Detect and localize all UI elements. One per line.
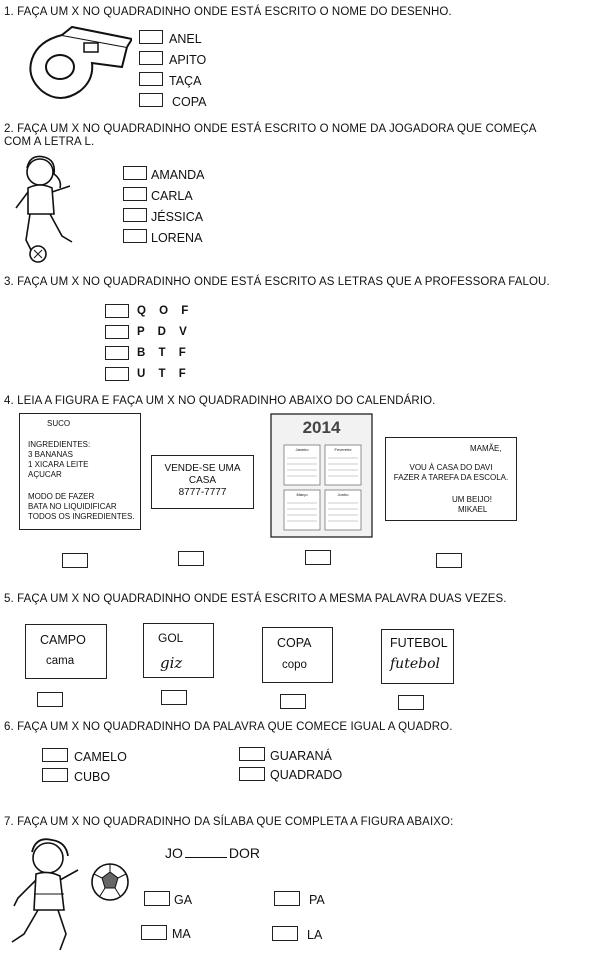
q7-word-start: JO xyxy=(165,845,183,861)
calendar-month: Fevereiro xyxy=(334,447,352,452)
note-card xyxy=(385,437,517,521)
q7-option-ma: MA xyxy=(172,927,191,941)
q7-word-end: DOR xyxy=(228,845,261,861)
q2-checkbox-jessica[interactable] xyxy=(123,208,147,222)
q3-checkbox-4[interactable] xyxy=(105,367,129,381)
q1-option-apito: APITO xyxy=(169,53,207,67)
q7-option-la: LA xyxy=(307,928,323,942)
note-line: MAMÃE, xyxy=(470,444,502,453)
note-line: UM BEIJO! xyxy=(452,495,493,504)
q3-option-3: B T F xyxy=(137,347,191,359)
recipe-title: SUCO xyxy=(47,419,71,428)
calendar-month: Junho xyxy=(337,492,349,497)
q4-checkbox-ad[interactable] xyxy=(178,551,204,566)
calendar-card xyxy=(270,413,373,538)
q5-checkbox-4[interactable] xyxy=(398,695,424,710)
question-5-prompt: 5. FAÇA UM X NO QUADRADINHO ONDE ESTÁ ESCRITO A MESMA PALAVRA DUAS VEZES. xyxy=(4,593,507,605)
q3-option-2: P D V xyxy=(137,326,192,338)
q1-checkbox-apito[interactable] xyxy=(139,51,163,65)
q6-option-cubo: CUBO xyxy=(74,770,111,784)
word-card-bottom: futebol xyxy=(390,656,440,672)
word-card-top: CAMPO xyxy=(40,633,86,647)
q2-checkbox-lorena[interactable] xyxy=(123,229,147,243)
word-card-top: GOL xyxy=(158,631,184,645)
question-7-prompt: 7. FAÇA UM X NO QUADRADINHO DA SÍLABA QUE COMPLETA A FIGURA ABAIXO: xyxy=(4,816,454,828)
question-3-prompt: 3. FAÇA UM X NO QUADRADINHO ONDE ESTÁ ESCRITO AS LETRAS QUE A PROFESSORA FALOU. xyxy=(4,276,550,288)
q2-option-lorena: LORENA xyxy=(151,231,203,245)
question-1-prompt: 1. FAÇA UM X NO QUADRADINHO ONDE ESTÁ ESCRITO O NOME DO DESENHO. xyxy=(4,6,452,18)
q7-checkbox-ma[interactable] xyxy=(141,925,167,940)
word-card-bottom: cama xyxy=(46,655,75,667)
q3-checkbox-1[interactable] xyxy=(105,304,129,318)
calendar-month: Março xyxy=(296,492,308,497)
q3-checkbox-3[interactable] xyxy=(105,346,129,360)
q1-checkbox-copa[interactable] xyxy=(139,93,163,107)
q5-checkbox-3[interactable] xyxy=(280,694,306,709)
q7-word-blank xyxy=(185,857,227,858)
q7-option-pa: PA xyxy=(309,893,325,907)
q7-option-ga: GA xyxy=(174,893,193,907)
word-card-bottom: giz xyxy=(160,654,183,672)
house-ad-card xyxy=(151,455,254,509)
q7-word xyxy=(165,845,260,861)
q6-checkbox-camelo[interactable] xyxy=(42,748,68,762)
question-6-prompt: 6. FAÇA UM X NO QUADRADINHO DA PALAVRA QUE COMECE IGUAL A QUADRO. xyxy=(4,721,453,733)
word-card-4 xyxy=(381,629,454,684)
recipe-line: 3 BANANAS xyxy=(28,450,73,459)
word-card-2 xyxy=(143,623,214,678)
question-2-prompt-line1: 2. FAÇA UM X NO QUADRADINHO ONDE ESTÁ ESCRITO O NOME DA JOGADORA QUE COMEÇA xyxy=(4,123,537,135)
note-line: FAZER A TAREFA DA ESCOLA. xyxy=(393,473,509,482)
note-line: VOU À CASA DO DAVI xyxy=(409,463,493,472)
girl-soccer-player-icon xyxy=(10,152,85,264)
q6-checkbox-guarana[interactable] xyxy=(239,747,265,761)
question-2-prompt-line2: COM A LETRA L. xyxy=(4,136,95,148)
q3-option-4: U T F xyxy=(137,368,191,380)
q6-option-camelo: CAMELO xyxy=(74,750,127,764)
q7-checkbox-pa[interactable] xyxy=(274,891,300,906)
q6-checkbox-cubo[interactable] xyxy=(42,768,68,782)
q7-checkbox-la[interactable] xyxy=(272,926,298,941)
note-line: MIKAEL xyxy=(458,505,488,514)
q5-checkbox-2[interactable] xyxy=(161,690,187,705)
word-card-top: FUTEBOL xyxy=(390,636,448,650)
q7-checkbox-ga[interactable] xyxy=(144,891,170,906)
q6-checkbox-quadrado[interactable] xyxy=(239,767,265,781)
q2-checkbox-amanda[interactable] xyxy=(123,166,147,180)
recipe-line: INGREDIENTES: xyxy=(28,440,91,449)
q1-checkbox-taca[interactable] xyxy=(139,72,163,86)
calendar-month: Janeiro xyxy=(295,447,309,452)
word-card-1 xyxy=(25,624,107,679)
q1-option-copa: COPA xyxy=(172,95,207,109)
q6-option-guarana: GUARANÁ xyxy=(270,749,332,763)
ad-line: VENDE-SE UMA xyxy=(164,463,241,474)
recipe-card xyxy=(19,413,141,530)
calendar-year: 2014 xyxy=(302,418,341,437)
word-card-top: COPA xyxy=(277,636,312,650)
q2-option-jessica: JÉSSICA xyxy=(151,210,204,224)
recipe-line: AÇUCAR xyxy=(28,470,62,479)
recipe-line: TODOS OS INGREDIENTES. xyxy=(28,512,135,521)
q2-checkbox-carla[interactable] xyxy=(123,187,147,201)
q4-checkbox-note[interactable] xyxy=(436,553,462,568)
q4-checkbox-calendar[interactable] xyxy=(305,550,331,565)
recipe-line: 1 XICARA LEITE xyxy=(28,460,89,469)
word-card-bottom: copo xyxy=(282,659,307,671)
word-card-3 xyxy=(262,627,333,683)
q4-checkbox-recipe[interactable] xyxy=(62,553,88,568)
q2-option-carla: CARLA xyxy=(151,189,193,203)
q3-checkbox-2[interactable] xyxy=(105,325,129,339)
soccer-player-icon xyxy=(6,834,131,956)
ad-line: 8777-7777 xyxy=(178,487,227,498)
recipe-line: MODO DE FAZER xyxy=(28,492,95,501)
ad-line: CASA xyxy=(188,475,217,486)
q1-option-taca: TAÇA xyxy=(169,74,202,88)
q5-checkbox-1[interactable] xyxy=(37,692,63,707)
q2-option-amanda: AMANDA xyxy=(151,168,205,182)
q3-option-1: Q O F xyxy=(137,305,194,317)
q1-option-anel: ANEL xyxy=(169,32,202,46)
q6-option-quadrado: QUADRADO xyxy=(270,768,343,782)
question-4-prompt: 4. LEIA A FIGURA E FAÇA UM X NO QUADRADINHO ABAIXO DO CALENDÁRIO. xyxy=(4,395,436,407)
recipe-line: BATA NO LIQUIDIFICAR xyxy=(28,502,117,511)
q1-checkbox-anel[interactable] xyxy=(139,30,163,44)
whistle-icon xyxy=(22,25,132,105)
